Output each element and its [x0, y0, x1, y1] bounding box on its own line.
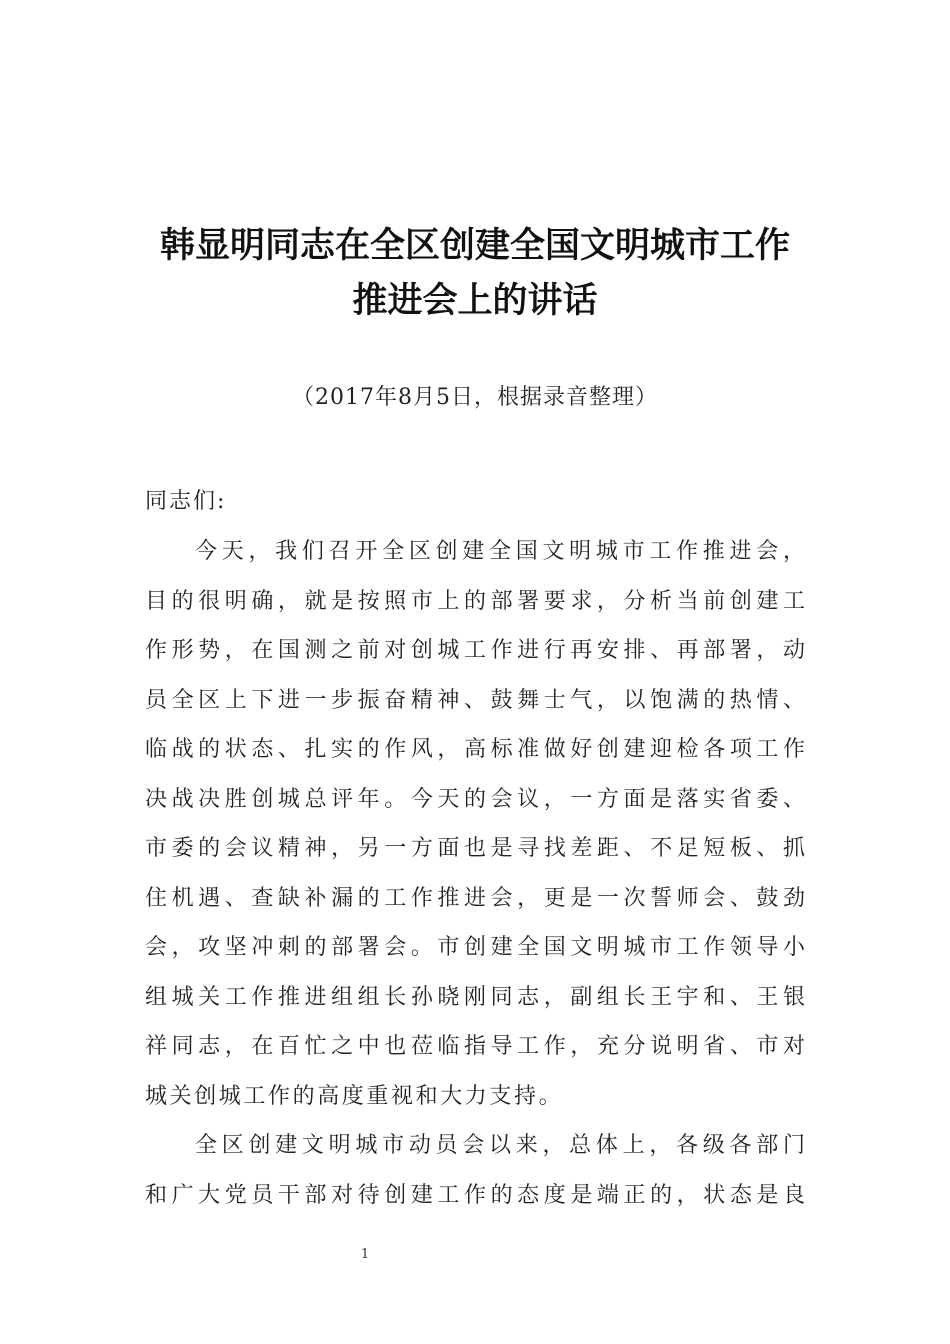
paragraph-1-line-8: 住机遇、查缺补漏的工作推进会，更是一次誓师会、鼓劲: [145, 886, 805, 911]
paragraph-1-line-10: 组城关工作推进组组长孙晓刚同志，副组长王宇和、王银: [145, 985, 805, 1010]
document-date-note: （2017年8月5日，根据录音整理）: [292, 385, 658, 410]
document-title-line-1: 韩显明同志在全区创建全国文明城市工作: [159, 225, 790, 266]
paragraph-1-line-3: 作形势，在国测之前对创城工作进行再安排、再部署，动: [145, 638, 805, 663]
paragraph-1-line-6: 决战决胜创城总评年。今天的会议，一方面是落实省委、: [145, 787, 805, 812]
paragraph-1-line-9: 会，攻坚冲刺的部署会。市创建全国文明城市工作领导小: [145, 935, 805, 960]
paragraph-1-line-12: 城关创城工作的高度重视和大力支持。: [145, 1084, 564, 1109]
paragraph-2-line-2: 和广大党员干部对待创建工作的态度是端正的，状态是良: [145, 1183, 805, 1208]
paragraph-2-line-1: 全区创建文明城市动员会以来，总体上，各级各部门: [195, 1133, 805, 1158]
paragraph-1-line-4: 员全区上下进一步振奋精神、鼓舞士气，以饱满的热情、: [145, 688, 805, 713]
paragraph-1-line-1: 今天，我们召开全区创建全国文明城市工作推进会，: [195, 539, 805, 564]
paragraph-1-line-7: 市委的会议精神，另一方面也是寻找差距、不足短板、抓: [145, 836, 805, 861]
paragraph-1-line-2: 目的很明确，就是按照市上的部署要求，分析当前创建工: [145, 589, 805, 614]
paragraph-1-line-5: 临战的状态、扎实的作风，高标准做好创建迎检各项工作: [145, 737, 805, 762]
paragraph-1-line-11: 祥同志，在百忙之中也莅临指导工作，充分说明省、市对: [145, 1034, 805, 1059]
page-number: 1: [360, 1247, 370, 1262]
document-title-line-2: 推进会上的讲话: [352, 280, 598, 321]
salutation: 同志们:: [145, 489, 227, 514]
